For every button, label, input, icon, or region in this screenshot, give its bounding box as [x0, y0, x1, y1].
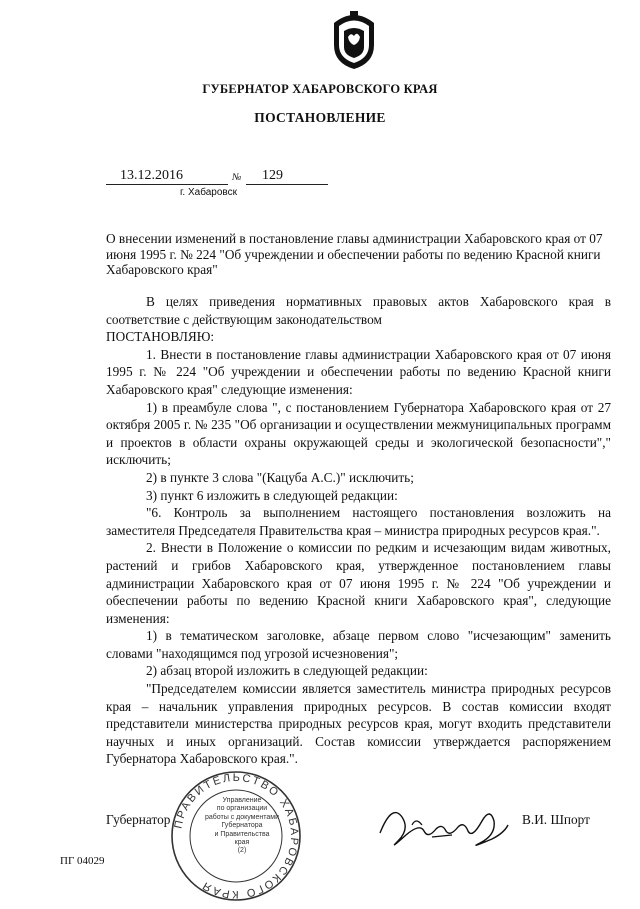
- body-paragraph: "6. Контроль за выполнением настоящего постановления возложить на заместителя Председателя Правительства края – министра природных ресурсов края.".: [106, 505, 611, 538]
- document-body: [106, 293, 611, 768]
- stamp-line: Губернатора: [221, 822, 263, 830]
- resolve-heading: ПОСТАНОВЛЯЮ:: [106, 329, 215, 345]
- body-paragraph: "Председателем комиссии является заместитель министра природных ресурсов края – начальник управления природных ресурсов. В состав комиссии входят представители министерства природных ресурсов края, могут входить представители научных и иных организаций. Состав комиссии утверждается распоряжением Губернатора Хабаровского края.".: [106, 681, 611, 767]
- number-underline: [246, 184, 328, 185]
- document-subject: О внесении изменений в постановление главы администрации Хабаровского края от 07 июня 1995 г. № 224 "Об учреждении и обеспечении работы по ведению Красной книги Хабаровского края": [106, 231, 603, 277]
- issuer-title: ГУБЕРНАТОР ХАБАРОВСКОГО КРАЯ: [202, 82, 438, 96]
- body-paragraph: 1) в преамбуле слова ", с постановлением Губернатора Хабаровского края от 27 октября 2005 г. № 235 "Об организации и осуществлении межмуниципальных программ и проектов в области охраны окружающей среды и экологической безопасности"," исключить;: [106, 399, 611, 468]
- stamp-line: и Правительства: [214, 830, 270, 838]
- stamp-line: края: [234, 839, 250, 847]
- document-date: 13.12.2016: [120, 168, 183, 183]
- stamp-ring-text: ПРАВИТЕЛЬСТВО ХАБАРОВСКОГО КРАЯ: [172, 771, 301, 901]
- date-underline: [106, 184, 228, 185]
- city: г. Хабаровск: [180, 187, 237, 198]
- stamp-line: (2): [237, 847, 247, 855]
- coat-of-arms-icon: [330, 5, 378, 71]
- document-number: 129: [262, 168, 283, 183]
- document-code: ПГ 04029: [60, 855, 105, 867]
- preamble-paragraph: В целях приведения нормативных правовых актов Хабаровского края в соответствие с действующим законодательством: [106, 294, 611, 327]
- document-type: ПОСТАНОВЛЕНИЕ: [254, 110, 386, 125]
- body-paragraph: 2) абзац второй изложить в следующей редакции:: [146, 663, 428, 679]
- body-paragraph: 2. Внести в Положение о комиссии по редким и исчезающим видам животных, растений и грибов Хабаровского края, утвержденное постановлением главы администрации Хабаровского края от 07 июня 1995 г. № 224 "Об учреждении и обеспечении работы по ведению Красной книги Хабаровского края", следующие изменения:: [106, 540, 611, 626]
- stamp-line: работы с документами: [204, 813, 280, 821]
- body-paragraph: 3) пункт 6 изложить в следующей редакции:: [146, 487, 398, 503]
- number-sign: №: [232, 172, 242, 183]
- body-paragraph: 1. Внести в постановление главы администрации Хабаровского края от 07 июня 1995 г. № 224 "Об учреждении и обеспечении работы по ведению Красной книги Хабаровского края" следующие изменения:: [106, 346, 611, 397]
- signatory-position: Губернатор: [106, 812, 171, 827]
- signatory-name: В.И. Шпорт: [522, 812, 590, 827]
- stamp-line: Управление: [222, 797, 262, 804]
- body-paragraph: 1) в тематическом заголовке, абзаце первом слово "исчезающим" заменить словами "находящимся под угрозой исчезновения";: [106, 628, 611, 661]
- body-paragraph: 2) в пункте 3 слова "(Кацуба А.С.)" исключить;: [146, 469, 414, 485]
- stamp-line: по организации: [216, 805, 268, 813]
- handwritten-signature: [372, 795, 512, 865]
- stamp-inner-text: [202, 797, 282, 856]
